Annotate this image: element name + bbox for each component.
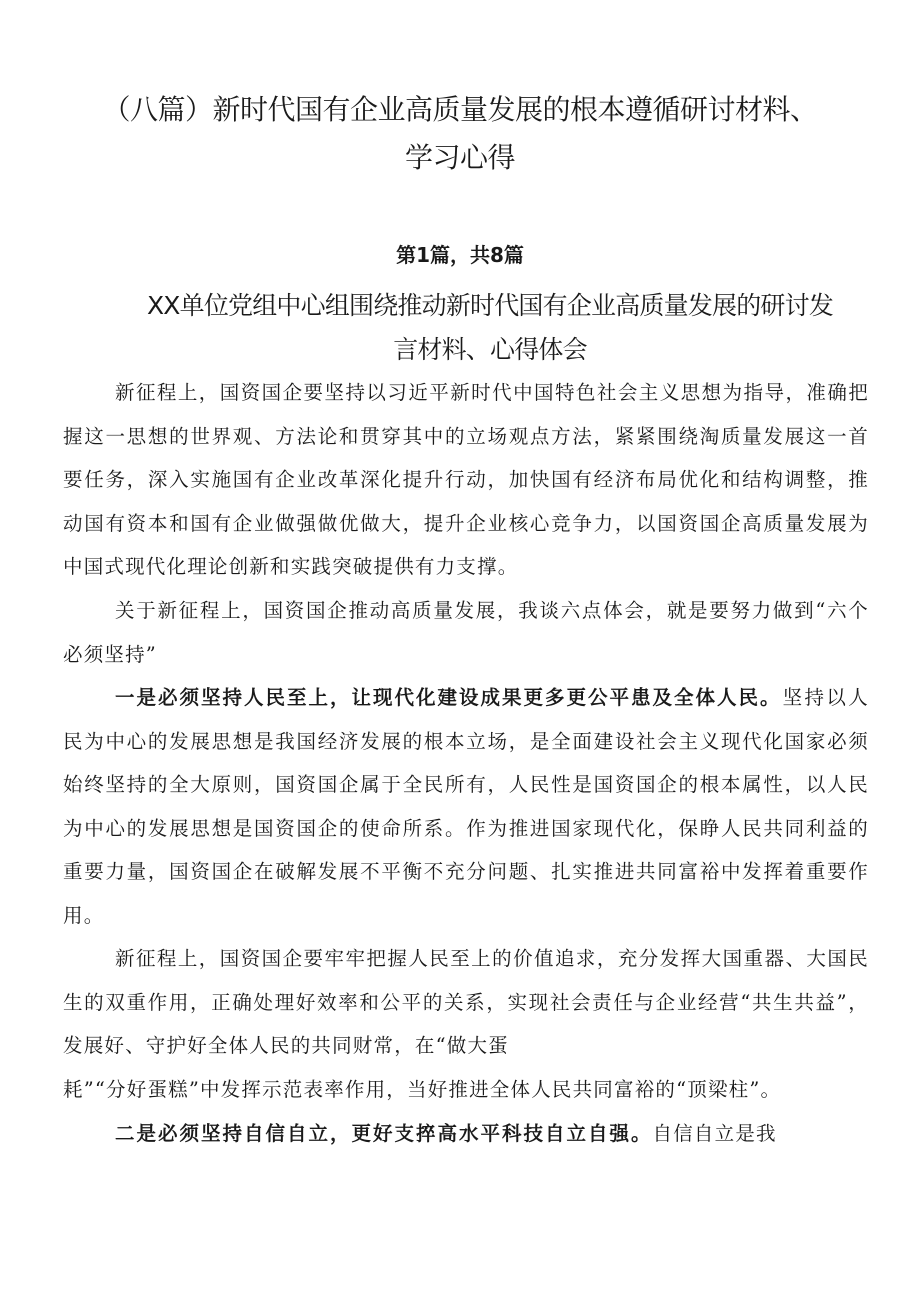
paragraph-2: 关于新征程上，国资国企推动高质量发展，我谈六点体会，就是要努力做到“六个必须坚持” <box>63 599 869 666</box>
paragraph-3 <box>63 676 869 937</box>
section-title <box>100 284 880 372</box>
section-title-line1: XX单位党组中心组围绕推动新时代国有企业高质量发展的研讨发 <box>146 291 834 320</box>
paragraph-6-lead: 二是必须坚持自信自立，更好支捽高水平科技自立自强。 <box>115 1122 653 1145</box>
document-title-line1: （八篇）新时代国有企业高质量发展的根本遵循研讨材料、 <box>102 93 818 126</box>
paragraph-3-body: 坚持以人民为中心的发展思想是我国经济发展的根本立场，是全面建设社会主义现代化国家必须始终坚持的全大原则，国资国企属于全民所有，人民性是国资国企的根本属性，以人民为中心的发展思想是国资国企的使命所系。作为推进国家现代化，保睁人民共同利益的重要力量，国资国企在破解发展不平衡不充分问题、扎实推进共同富裕中发挥着重要作用。 <box>63 686 869 927</box>
paragraph-6 <box>63 1112 869 1156</box>
section-title-line2: 言材料、心得体会 <box>393 335 587 364</box>
paragraph-1: 新征程上，国资国企要坚持以习近平新时代中国特色社会主义思想为指导，准确把握这一思想的世界观、方法论和贯穿其中的立场观点方法，紧紧围绕淘质量发展这一首要任务，深入实施国有企业改革深化提升行动，加快国有经济布局优化和结构调整，推动国有资本和国有企业做强做优做大，提升企业核心竞争力，以国资国企高质量发展为中国式现代化理论创新和实践突破提供有力支撑。 <box>63 381 869 578</box>
part-label: 第1篇，共8篇 <box>396 243 524 267</box>
document-title-line2: 学习心得 <box>404 141 515 174</box>
paragraph-3-lead: 一是必须坚持人民至上，让现代化建设成果更多更公平患及全体人民。 <box>115 686 782 709</box>
paragraph-4: 新征程上，国资国企要牢牢把握人民至上的价值追求，充分发挥大国重器、大国民生的双重作用，正确处理好效率和公平的关系，实现社会责任与企业经营“共生共益”，发展好、守护好全体人民的共同财常，在“做大蛋 <box>63 947 869 1057</box>
document-title <box>60 86 860 182</box>
paragraph-5: 耗”“分好蛋糕”中发挥示范表率作用，当好推进全体人民共同富裕的“顶梁柱”。 <box>63 1078 782 1101</box>
paragraph-6-body: 自信自立是我 <box>652 1122 777 1145</box>
